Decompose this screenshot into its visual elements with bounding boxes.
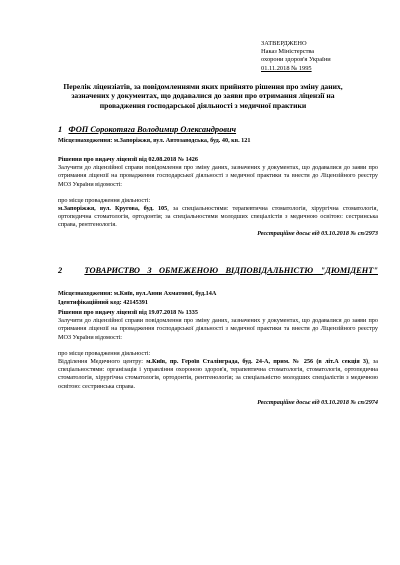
activity-place-label: про місце провадження діяльності: [58, 349, 151, 357]
registry-dossier: Реєстраційне досьє від 03.10.2018 № сп/2973 [257, 229, 378, 237]
registry-dossier: Реєстраційне досьє від 03.10.2018 № сп/2974 [257, 398, 378, 406]
approval-line-1: ЗАТВЕРДЖЕНО [261, 40, 307, 47]
activity-specialties: , за спеціальностями: терапевтична стоматологія, хірургічна стоматологія, ортопедична стоматологія, ортодонтія; за спеціальностями молодших спеціалістів з медичною освітою: сестринська справа, рентгенологія. [58, 205, 378, 229]
decision-text: Залучити до ліцензійної справи повідомлення про зміну даних, зазначених у документах, що додавалися до заяви про отримання ліцензії на провадження господарської діяльності з медичної практики та внести до Ліцензійного реєстру МОЗ України відомості: [58, 164, 378, 188]
activity-place-label: про місце провадження діяльності: [58, 196, 151, 204]
activity-place-prefix: Відділення Медичного центру: [58, 358, 147, 366]
licensee-heading-2 [58, 266, 378, 276]
license-decision: Рішення про видачу ліцензії від 19.07.2018 № 1335 [58, 309, 198, 316]
licensee-number: 1 [58, 125, 63, 134]
activity-specialties: , за спеціальностями: організація і управління охороною здоров'я, терапевтична стоматологія, стоматологія, ортопедична стоматологія, хірургічна стоматологія, ортодонтія, рентгенологія; за спеціальністю молодших спеціалістів з медичною освітою: сестринська справа. [58, 358, 379, 390]
activity-address: м.Запоріжжя, вул. Кругова, буд. 105 [58, 205, 168, 213]
licensee-name: ФОП Сорокотяга Володимир Олександрович [68, 125, 237, 134]
license-decision: Рішення про видачу ліцензії від 02.08.2018 № 1426 [58, 156, 198, 163]
document-title: Перелік ліцензіатів, за повідомленнями яких прийнято рішення про зміну даних, зазначених у документах, що додавалися до заяви про отримання ліцензії на провадження господарської діяльності з медичної практики [63, 82, 343, 110]
activity-address: м.Київ, пр. Героїв Сталінграда, буд. 24-А, прим. № 256 (в літ.А секція 3) [146, 358, 369, 366]
approval-line-2: Наказ Міністерства [261, 48, 315, 56]
licensee-heading-1 [58, 125, 378, 135]
licensee-location: Місцезнаходження: м.Запоріжжя, вул. Автозаводська, буд. 40, кв. 121 [58, 137, 251, 144]
approval-stamp [261, 40, 386, 73]
approval-line-3: охорони здоров'я України [261, 56, 331, 64]
licensee-number: 2 [58, 266, 63, 275]
activity-place [58, 358, 378, 391]
activity-place [58, 205, 378, 230]
decision-text: Залучити до ліцензійної справи повідомлення про зміну даних, зазначених у документах, що додавалися до заяви про отримання ліцензії на провадження господарської діяльності з медичної практики та внести до Ліцензійного реєстру МОЗ України відомості: [58, 317, 378, 341]
licensee-details-2 [58, 309, 378, 407]
licensee-details-1 [58, 156, 378, 238]
licensee-name: ТОВАРИСТВО З ОБМЕЖЕНОЮ ВІДПОВІДАЛЬНІСТЮ "ДЮМІДЕНТ" [84, 266, 379, 275]
approval-order-date: 01.11.2018 № 1995 [261, 64, 312, 72]
licensee-location: Місцезнаходження: м.Київ, вул.Анни Ахматової, буд.14А [58, 290, 217, 297]
licensee-identification-code: Ідентифікаційний код: 42145391 [58, 299, 148, 306]
